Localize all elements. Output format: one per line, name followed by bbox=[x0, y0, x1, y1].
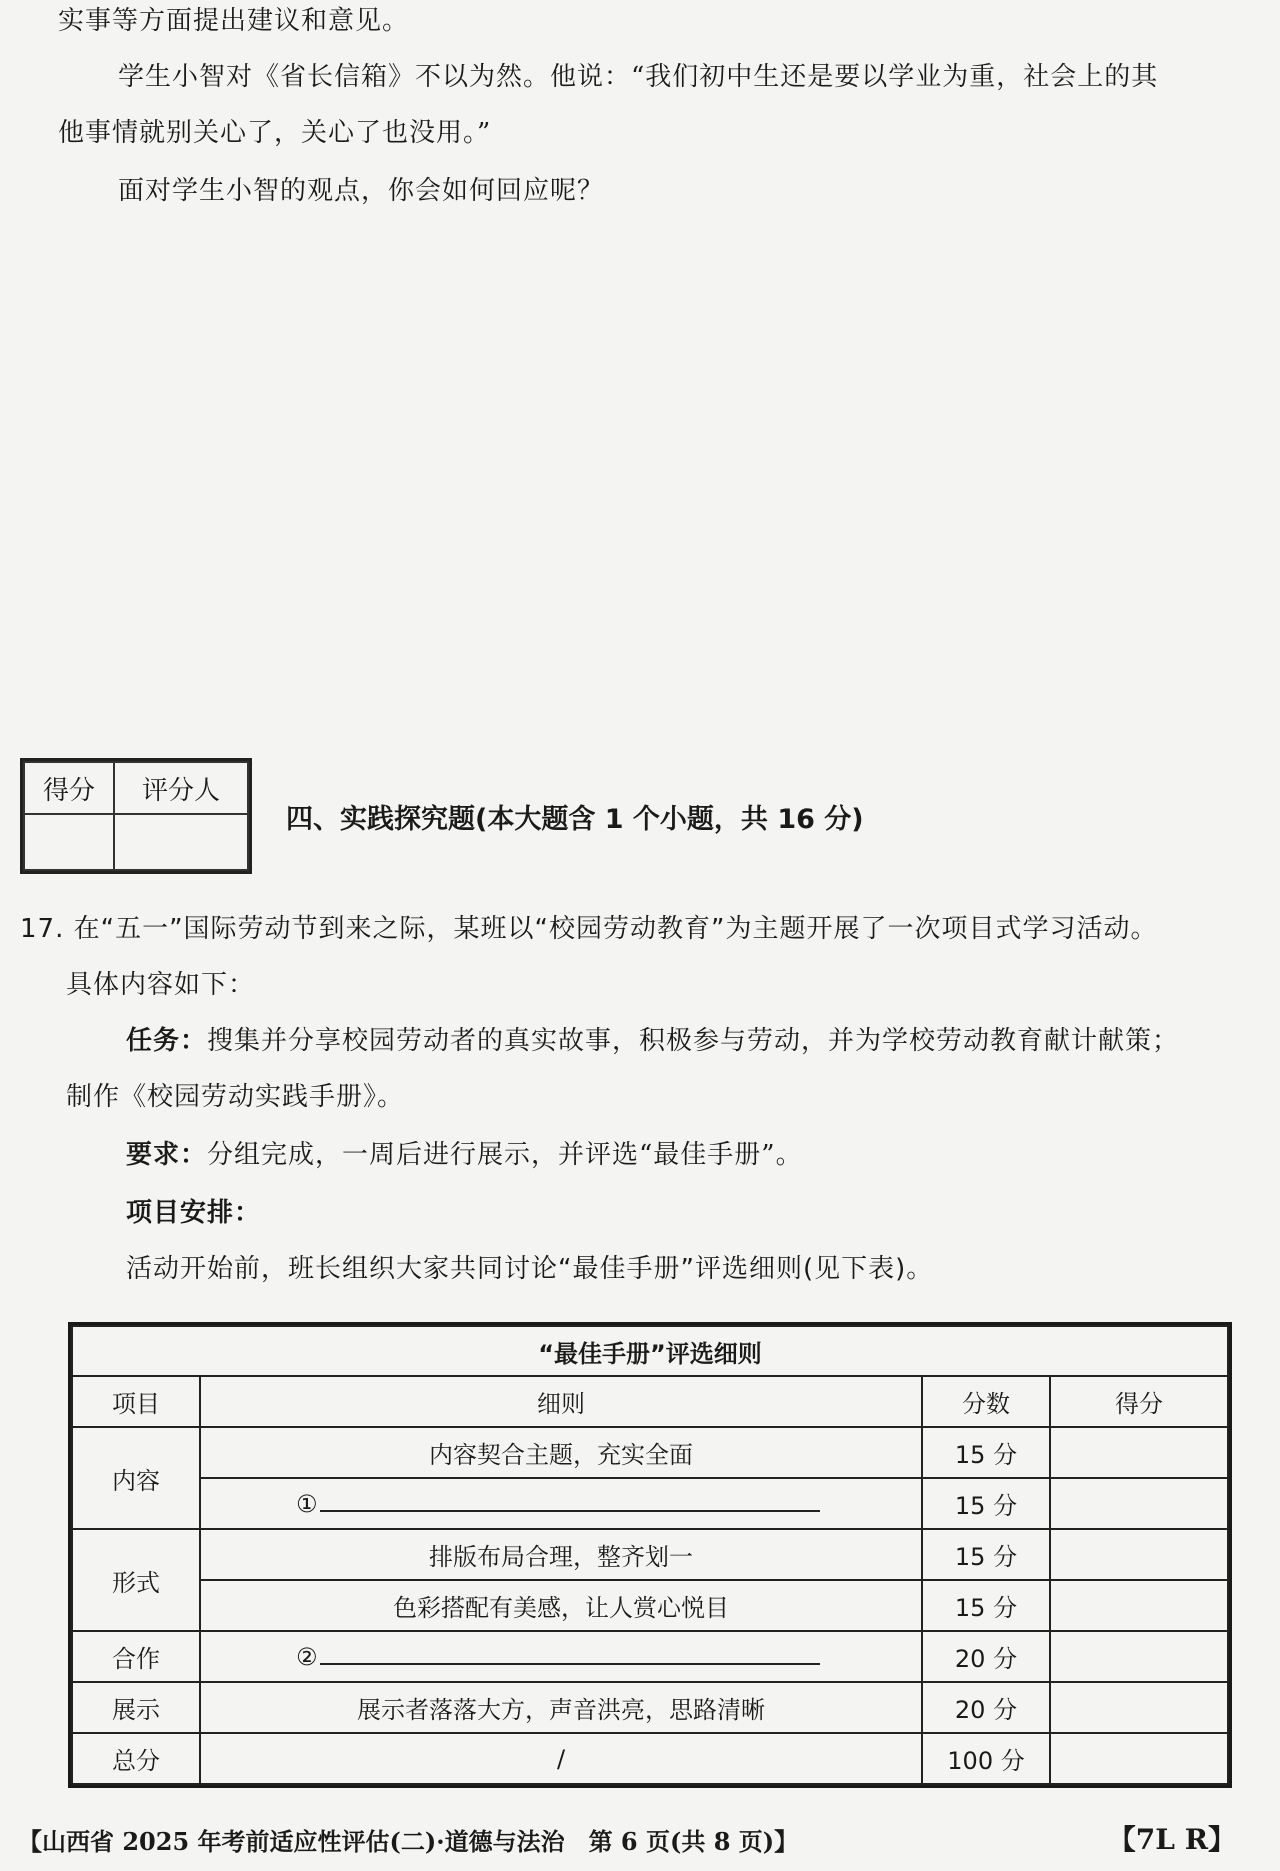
rule-presentation: 展示者落落大方，声音洪亮，思路清晰 bbox=[200, 1682, 922, 1733]
score-box bbox=[20, 758, 252, 874]
points-content-2: 15 分 bbox=[922, 1478, 1050, 1529]
rubric-table bbox=[68, 1322, 1232, 1788]
arrangement-text: 活动开始前，班长组织大家共同讨论“最佳手册”评选细则(见下表)。 bbox=[126, 1254, 934, 1284]
category-total: 总分 bbox=[72, 1733, 200, 1784]
answer-blank-2[interactable] bbox=[320, 1643, 820, 1665]
score-cell-form-1[interactable] bbox=[1050, 1529, 1228, 1580]
score-cell-content-1[interactable] bbox=[1050, 1427, 1228, 1478]
category-form: 形式 bbox=[72, 1529, 200, 1631]
passage-line-2: 学生小智对《省长信箱》不以为然。他说：“我们初中生还是要以学业为重，社会上的其 bbox=[118, 62, 1159, 92]
grader-cell bbox=[114, 814, 248, 870]
question-17-stem: 17. 在“五一”国际劳动节到来之际，某班以“校园劳动教育”为主题开展了一次项目式学习活动。 bbox=[20, 914, 1158, 944]
blank-number-1: ① bbox=[296, 1489, 318, 1518]
category-presentation: 展示 bbox=[72, 1682, 200, 1733]
header-score: 得分 bbox=[1050, 1376, 1228, 1427]
passage-line-3: 他事情就别关心了，关心了也没用。” bbox=[58, 118, 492, 148]
task-continued: 制作《校园劳动实践手册》。 bbox=[66, 1082, 405, 1112]
rule-form-2: 色彩搭配有美感，让人赏心悦目 bbox=[200, 1580, 922, 1631]
rule-content-blank[interactable] bbox=[200, 1478, 922, 1529]
question-17-intro: 具体内容如下： bbox=[66, 970, 256, 1000]
score-cell-content-2[interactable] bbox=[1050, 1478, 1228, 1529]
task-text: 搜集并分享校园劳动者的真实故事，积极参与劳动，并为学校劳动教育献计献策； bbox=[207, 1026, 1180, 1056]
requirement-label: 要求： bbox=[126, 1140, 208, 1170]
requirement-line bbox=[126, 1138, 803, 1172]
header-item: 项目 bbox=[72, 1376, 200, 1427]
points-form-1: 15 分 bbox=[922, 1529, 1050, 1580]
score-label: 得分 bbox=[24, 762, 114, 814]
section-heading: 四、实践探究题(本大题含 1 个小题，共 16 分) bbox=[286, 804, 864, 835]
points-presentation: 20 分 bbox=[922, 1682, 1050, 1733]
rule-content-1: 内容契合主题，充实全面 bbox=[200, 1427, 922, 1478]
task-label: 任务： bbox=[126, 1026, 208, 1056]
requirement-text: 分组完成，一周后进行展示，并评选“最佳手册”。 bbox=[207, 1140, 803, 1170]
answer-blank-1[interactable] bbox=[320, 1490, 820, 1512]
points-total: 100 分 bbox=[922, 1733, 1050, 1784]
header-rule: 细则 bbox=[200, 1376, 922, 1427]
points-cooperation: 20 分 bbox=[922, 1631, 1050, 1682]
category-cooperation: 合作 bbox=[72, 1631, 200, 1682]
arrangement-label: 项目安排： bbox=[126, 1198, 262, 1228]
footer-code: 【7L R】 bbox=[1107, 1823, 1236, 1856]
blank-number-2: ② bbox=[296, 1642, 318, 1671]
score-cell-total[interactable] bbox=[1050, 1733, 1228, 1784]
rule-cooperation-blank[interactable] bbox=[200, 1631, 922, 1682]
task-line bbox=[126, 1024, 1179, 1058]
footer-page-info: 【山西省 2025 年考前适应性评估(二)·道德与法治 第 6 页(共 8 页)】 bbox=[18, 1827, 799, 1856]
score-cell-form-2[interactable] bbox=[1050, 1580, 1228, 1631]
question-prompt: 面对学生小智的观点，你会如何回应呢？ bbox=[118, 176, 605, 206]
rule-form-1: 排版布局合理，整齐划一 bbox=[200, 1529, 922, 1580]
grader-label: 评分人 bbox=[114, 762, 248, 814]
header-points: 分数 bbox=[922, 1376, 1050, 1427]
points-content-1: 15 分 bbox=[922, 1427, 1050, 1478]
rule-total: / bbox=[200, 1733, 922, 1784]
score-cell bbox=[24, 814, 114, 870]
score-cell-cooperation[interactable] bbox=[1050, 1631, 1228, 1682]
score-cell-presentation[interactable] bbox=[1050, 1682, 1228, 1733]
rubric-caption: “最佳手册”评选细则 bbox=[72, 1326, 1228, 1376]
points-form-2: 15 分 bbox=[922, 1580, 1050, 1631]
passage-line-1: 实事等方面提出建议和意见。 bbox=[58, 6, 410, 36]
category-content: 内容 bbox=[72, 1427, 200, 1529]
